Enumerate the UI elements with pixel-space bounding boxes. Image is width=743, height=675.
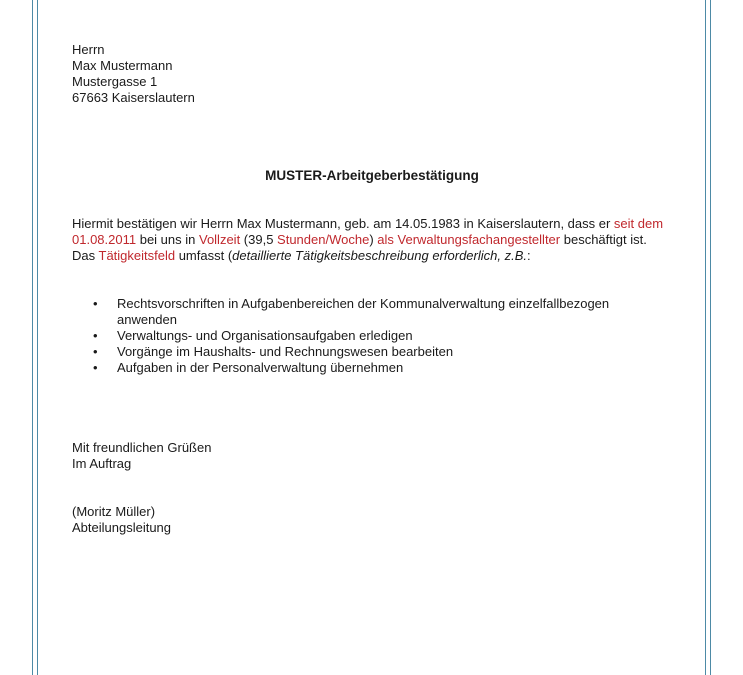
letter-title: MUSTER-Arbeitgeberbestätigung bbox=[265, 168, 479, 183]
activity-text: Das bbox=[72, 248, 99, 263]
recipient-name: Max Mustermann bbox=[72, 58, 173, 73]
bullet-icon: • bbox=[93, 296, 98, 311]
list-item bbox=[72, 296, 672, 328]
closing-greeting: Mit freundlichen Grüßen bbox=[72, 440, 212, 455]
statement-text: (39,5 bbox=[240, 232, 278, 247]
task-text: Rechtsvorschriften in Aufgabenbereichen der Kommunalverwaltung einzelfallbezogen anwenden bbox=[117, 296, 610, 327]
bullet-icon: • bbox=[93, 344, 98, 359]
list-item bbox=[72, 360, 672, 376]
statement-text: bei uns in bbox=[136, 232, 199, 247]
page-border-right-outer bbox=[710, 0, 711, 675]
activity-text: umfasst ( bbox=[175, 248, 233, 263]
start-date-highlight: seit dem 01.08.2011 bbox=[72, 216, 664, 247]
task-text: Aufgaben in der Personalverwaltung übernehmen bbox=[117, 360, 404, 375]
hours-unit-highlight: Stunden/Woche bbox=[277, 232, 370, 247]
list-item bbox=[72, 328, 672, 344]
activity-field-highlight: Tätigkeitsfeld bbox=[98, 248, 176, 263]
recipient-street: Mustergasse 1 bbox=[72, 74, 158, 89]
recipient-salutation: Herrn bbox=[72, 42, 105, 57]
statement-text: ) bbox=[369, 232, 378, 247]
task-text: Vorgänge im Haushalts- und Rechnungswesen bearbeiten bbox=[117, 344, 454, 359]
employment-type-highlight: Vollzeit bbox=[198, 232, 241, 247]
signature-block bbox=[72, 504, 171, 536]
statement-text: beschäftigt ist. bbox=[560, 232, 647, 247]
statement-text: Hiermit bestätigen wir Herrn Max Mustermann, geb. am 14.05.1983 in Kaiserslautern, dass er bbox=[72, 216, 614, 231]
employment-statement bbox=[72, 216, 672, 248]
list-item bbox=[72, 344, 672, 360]
task-text: Verwaltungs- und Organisationsaufgaben erledigen bbox=[117, 328, 413, 343]
position-highlight: als Verwaltungsfachangestellter bbox=[377, 232, 561, 247]
page-border-left-inner bbox=[37, 0, 38, 675]
bullet-icon: • bbox=[93, 360, 98, 375]
page-border-left-outer bbox=[32, 0, 33, 675]
closing-block bbox=[72, 440, 211, 472]
activity-intro bbox=[72, 248, 672, 264]
bullet-icon: • bbox=[93, 328, 98, 343]
signature-role: Abteilungsleitung bbox=[72, 520, 172, 535]
activity-text: : bbox=[526, 248, 531, 263]
page-border-right-inner bbox=[705, 0, 706, 675]
closing-order: Im Auftrag bbox=[72, 456, 132, 471]
task-list bbox=[72, 296, 672, 376]
letter-body bbox=[72, 216, 672, 264]
signature-name: (Moritz Müller) bbox=[72, 504, 156, 519]
recipient-address bbox=[72, 42, 195, 106]
activity-note: detaillierte Tätigkeitsbeschreibung erforderlich, z.B. bbox=[232, 248, 527, 263]
recipient-city: 67663 Kaiserslautern bbox=[72, 90, 195, 105]
